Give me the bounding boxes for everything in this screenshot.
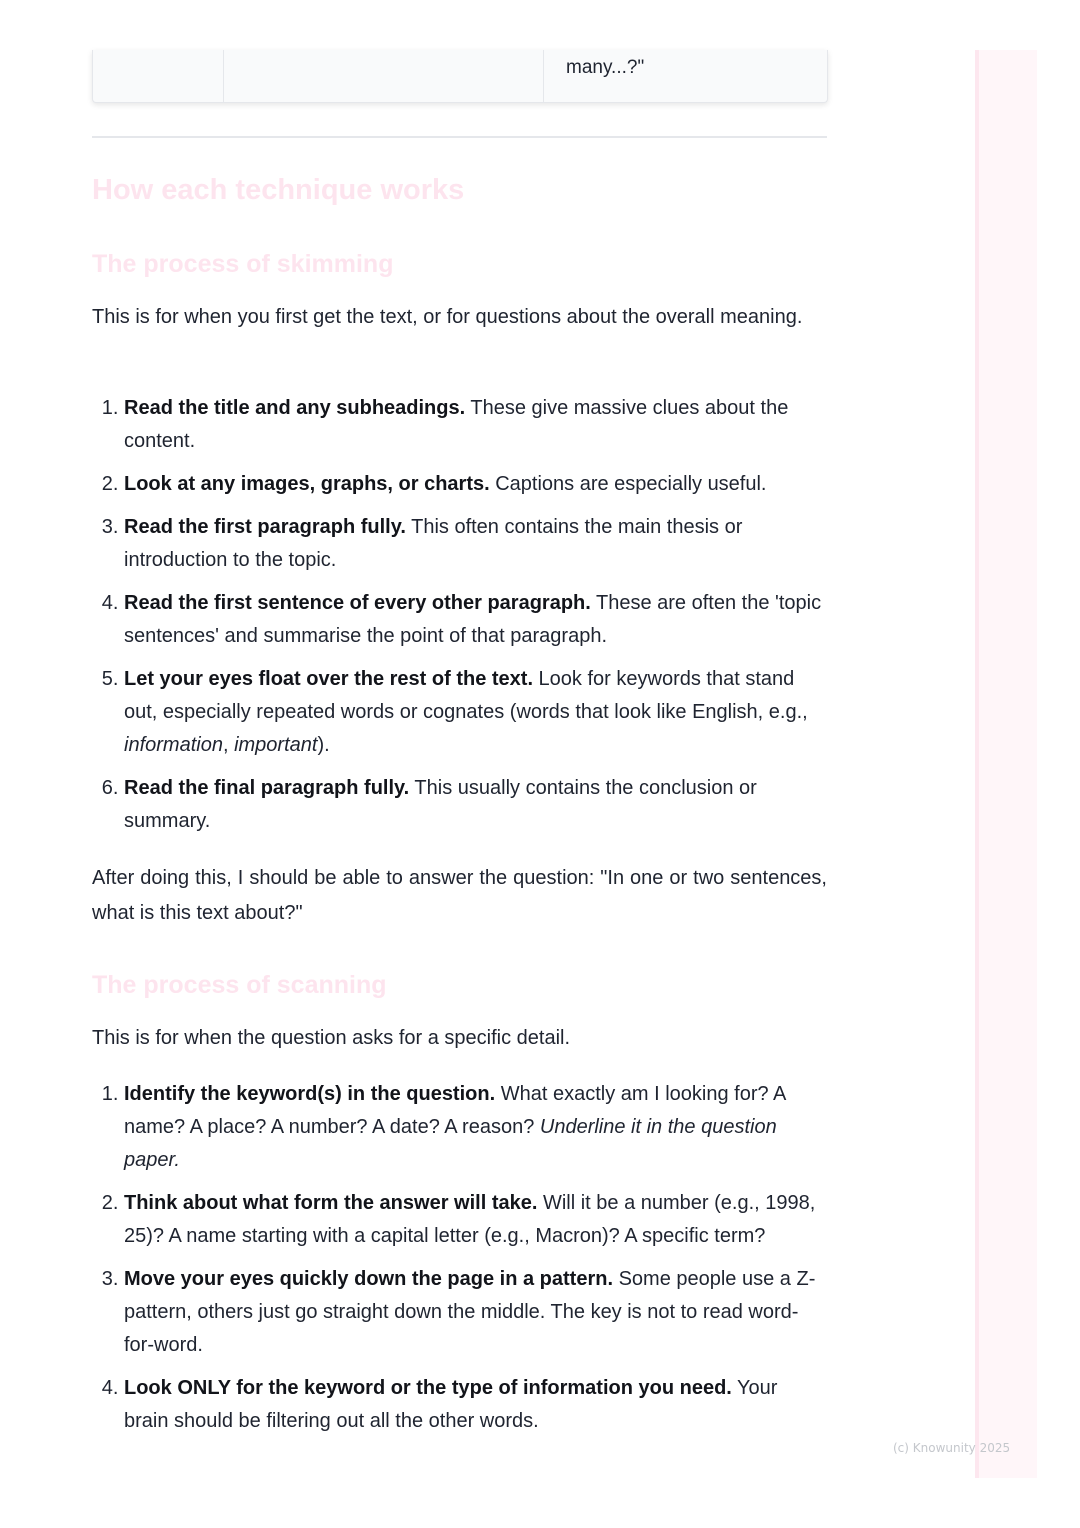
list-item: 4. Read the first sentence of every other paragraph. These are often the 'topic sentences' and summarise the point of that paragraph.: [124, 587, 827, 653]
skimming-outro: After doing this, I should be able to answer the question: "In one or two sentences, what is this text about?": [92, 867, 827, 924]
skimming-heading: The process of skimming: [92, 250, 394, 278]
list-item: 1. Read the title and any subheadings. These give massive clues about the content.: [124, 392, 827, 458]
table-cell: [224, 50, 544, 102]
list-item: 5. Let your eyes float over the rest of the text. Look for keywords that stand out, especially repeated words or cognates (words that look like English, e.g., information, important).: [124, 663, 827, 762]
side-margin-band: [975, 50, 1037, 1478]
table-cell: many...?": [566, 57, 645, 78]
list-item: 2. Look at any images, graphs, or charts. Captions are especially useful.: [124, 468, 827, 501]
section-divider: [92, 136, 827, 138]
list-item: 3. Read the first paragraph fully. This often contains the main thesis or introduction to the topic.: [124, 511, 827, 577]
scanning-steps: [92, 1078, 827, 1448]
table-fragment: [92, 50, 828, 103]
section-title: How each technique works: [92, 174, 465, 206]
skimming-intro: This is for when you first get the text, or for questions about the overall meaning.: [92, 306, 803, 328]
list-item: 6. Read the final paragraph fully. This usually contains the conclusion or summary.: [124, 772, 827, 838]
skimming-steps: [92, 392, 827, 848]
table-cell: [93, 50, 224, 102]
list-item: 2. Think about what form the answer will take. Will it be a number (e.g., 1998, 25)? A name starting with a capital letter (e.g., Macron)? A specific term?: [124, 1187, 827, 1253]
list-item: 3. Move your eyes quickly down the page in a pattern. Some people use a Z-pattern, others just go straight down the middle. The key is not to read word-for-word.: [124, 1263, 827, 1362]
copyright-notice: (c) Knowunity 2025: [893, 1441, 1011, 1455]
scanning-intro: This is for when the question asks for a specific detail.: [92, 1027, 571, 1049]
scanning-heading: The process of scanning: [92, 971, 387, 999]
list-item: 1. Identify the keyword(s) in the question. What exactly am I looking for? A name? A place? A number? A date? A reason? Underline it in the question paper.: [124, 1078, 827, 1177]
list-item: 4. Look ONLY for the keyword or the type of information you need. Your brain should be filtering out all the other words.: [124, 1372, 827, 1438]
